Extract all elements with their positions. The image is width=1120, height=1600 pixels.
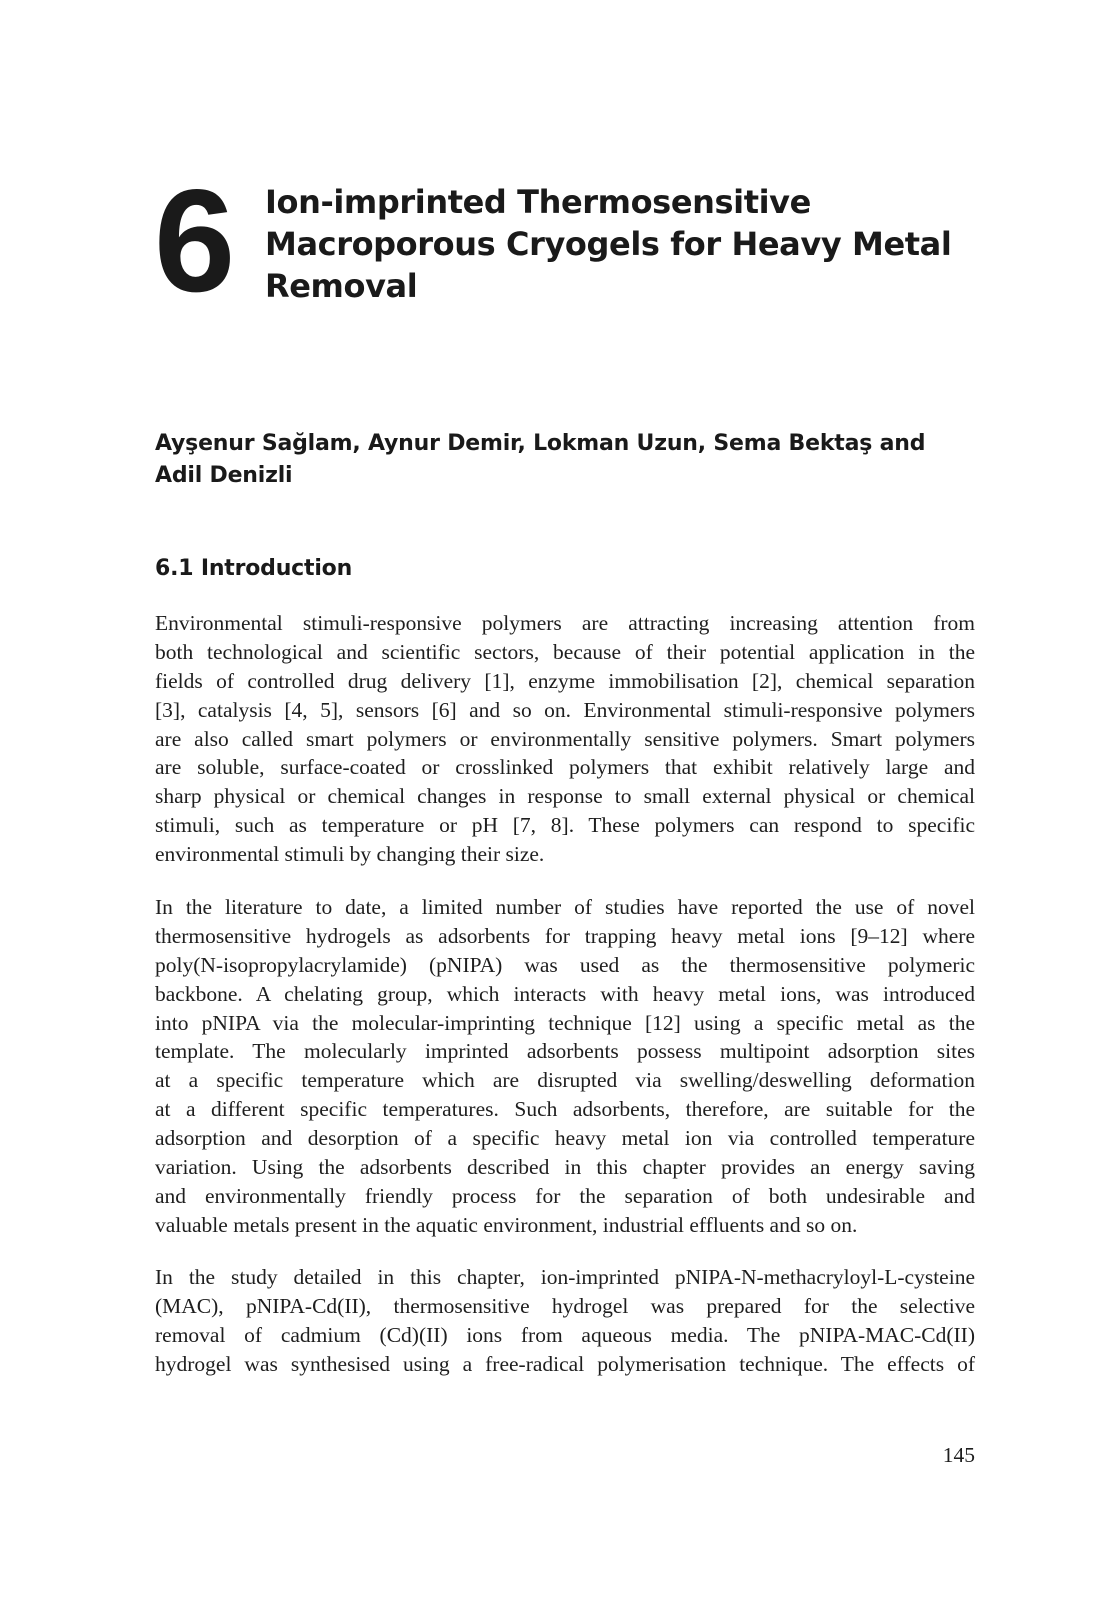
text-line: poly(N-isopropylacrylamide) (pNIPA) was used as the thermosensitive polymeric: [155, 952, 975, 977]
chapter-title-line: Ion-imprinted Thermosensitive: [265, 183, 811, 221]
text-line: stimuli, such as temperature or pH [7, 8]. These polymers can respond to specific: [155, 813, 975, 838]
text-line: into pNIPA via the molecular-imprinting technique [12] using a specific metal as the: [155, 1010, 975, 1035]
text-line: backbone. A chelating group, which interacts with heavy metal ions, was introduced: [155, 981, 975, 1006]
text-line: Environmental stimuli-responsive polymers are attracting increasing attention from: [155, 611, 975, 635]
text-line: both technological and scientific sectors, because of their potential application in the: [155, 639, 975, 664]
text-line: environmental stimuli by changing their size.: [155, 842, 545, 867]
text-line: and environmentally friendly process for the separation of both undesirable and: [155, 1183, 975, 1208]
text-line: are soluble, surface-coated or crosslinked polymers that exhibit relatively large and: [155, 755, 975, 780]
text-line: valuable metals present in the aquatic environment, industrial effluents and so on.: [155, 1212, 858, 1237]
text-line: at a different specific temperatures. Such adsorbents, therefore, are suitable for the: [155, 1097, 975, 1122]
author-line: Ayşenur Sağlam, Aynur Demir, Lokman Uzun, Sema Bektaş and: [155, 431, 926, 456]
text-line: (MAC), pNIPA-Cd(II), thermosensitive hydrogel was prepared for the selective: [155, 1293, 975, 1318]
author-line: Adil Denizli: [155, 463, 293, 488]
text-line: removal of cadmium (Cd)(II) ions from aqueous media. The pNIPA-MAC-Cd(II): [155, 1322, 975, 1347]
chapter-title-line: Removal: [265, 267, 418, 305]
body-paragraph-1: [155, 609, 975, 869]
text-line: hydrogel was synthesised using a free-radical polymerisation technique. The effects of: [155, 1351, 975, 1376]
text-line: fields of controlled drug delivery [1], enzyme immobilisation [2], chemical separation: [155, 668, 975, 693]
page-number: 145: [942, 1443, 975, 1467]
chapter-number: 6: [154, 159, 234, 322]
text-line: sharp physical or chemical changes in response to small external physical or chemical: [155, 784, 975, 809]
body-paragraph-2: [155, 893, 975, 1240]
chapter-title-line: Macroporous Cryogels for Heavy Metal: [265, 225, 952, 263]
text-line: [3], catalysis [4, 5], sensors [6] and so on. Environmental stimuli-responsive polymers: [155, 697, 975, 722]
author-list: [155, 428, 985, 492]
text-line: adsorption and desorption of a specific heavy metal ion via controlled temperature: [155, 1126, 975, 1151]
text-line: template. The molecularly imprinted adsorbents possess multipoint adsorption sites: [155, 1039, 975, 1064]
text-line: In the literature to date, a limited number of studies have reported the use of novel: [155, 895, 975, 919]
text-line: at a specific temperature which are disrupted via swelling/deswelling deformation: [155, 1068, 975, 1093]
body-paragraph-3: [155, 1263, 975, 1379]
section-heading: 6.1 Introduction: [155, 556, 353, 581]
text-line: In the study detailed in this chapter, ion-imprinted pNIPA-N-methacryloyl-L-cysteine: [155, 1265, 975, 1289]
text-line: variation. Using the adsorbents described in this chapter provides an energy saving: [155, 1155, 975, 1180]
text-line: are also called smart polymers or environmentally sensitive polymers. Smart polymers: [155, 726, 975, 751]
text-line: thermosensitive hydrogels as adsorbents for trapping heavy metal ions [9–12] where: [155, 923, 975, 948]
chapter-title: [265, 181, 985, 307]
